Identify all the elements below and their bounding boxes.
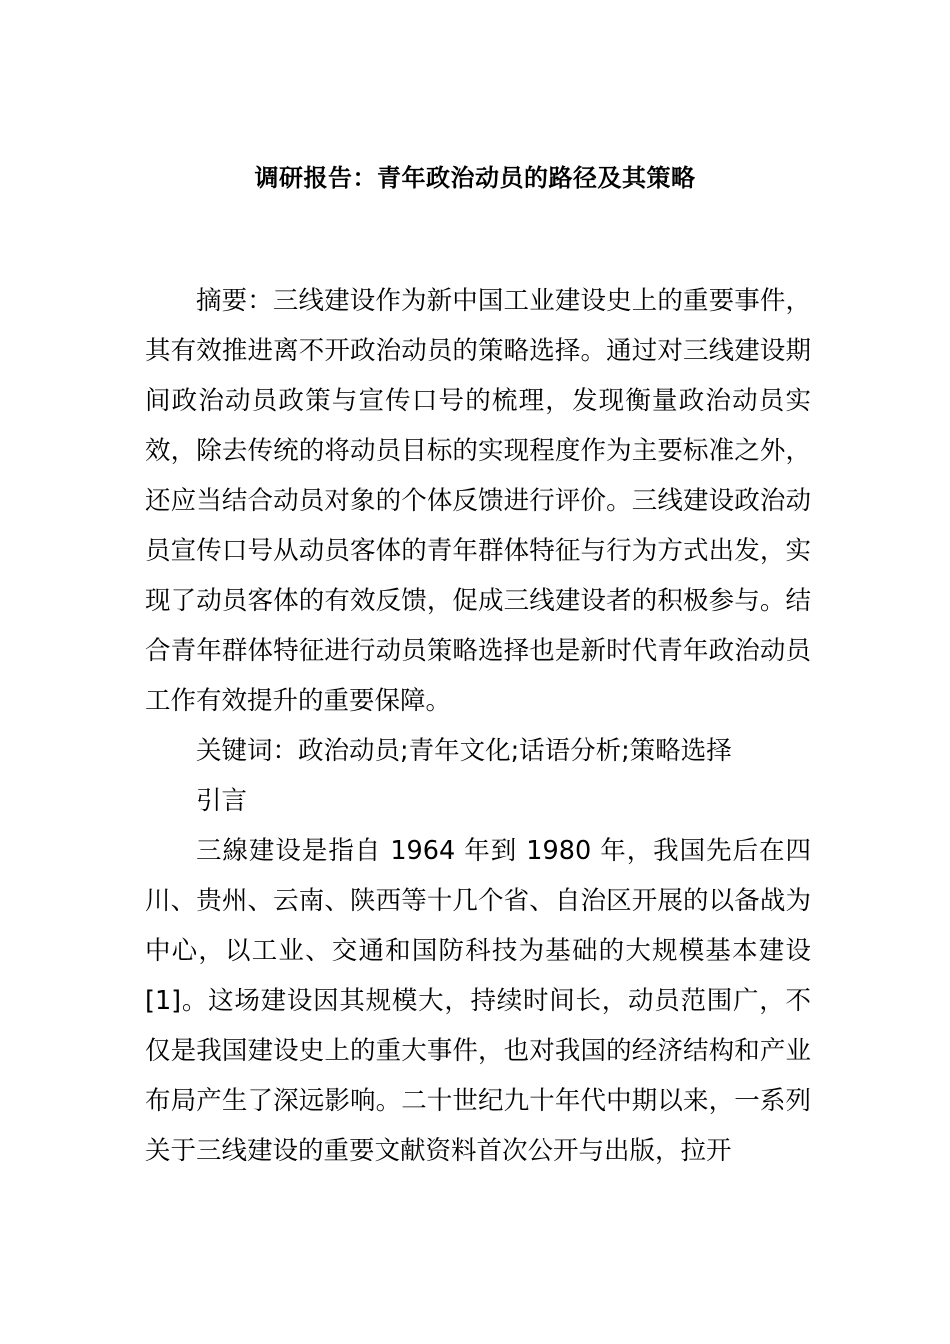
abstract-paragraph: 摘要：三线建设作为新中国工业建设史上的重要事件，其有效推进离不开政治动员的策略选择。通过对三线建设期间政治动员政策与宣传口号的梳理，发现衡量政治动员实效，除去传统的将动员目标的实现程度作为主要标准之外，还应当结合动员对象的个体反馈进行评价。三线建设政治动员宣传口号从动员客体的青年群体特征与行为方式出发，实现了动员客体的有效反馈，促成三线建设者的积极参与。结合青年群体特征进行动员策略选择也是新时代青年政治动员工作有效提升的重要保障。 xyxy=(145,286,811,716)
document-title: 调研报告：青年政治动员的路径及其策略 xyxy=(254,164,696,192)
section-heading-introduction: 引言 xyxy=(196,786,248,816)
introduction-paragraph: 三線建设是指自 1964 年到 1980 年，我国先后在四川、贵州、云南、陕西等十几个省、自治区开展的以备战为中心，以工业、交通和国防科技为基础的大规模基本建设[1]。这场建设因其规模大，持续时间长，动员范围广，不仅是我国建设史上的重大事件，也对我国的经济结构和产业布局产生了深远影响。二十世纪九十年代中期以来，一系列关于三线建设的重要文献资料首次公开与出版，拉开 xyxy=(145,836,811,1166)
document-body xyxy=(145,276,811,1176)
keywords-paragraph: 关键词：政治动员;青年文化;话语分析;策略选择 xyxy=(196,736,732,766)
